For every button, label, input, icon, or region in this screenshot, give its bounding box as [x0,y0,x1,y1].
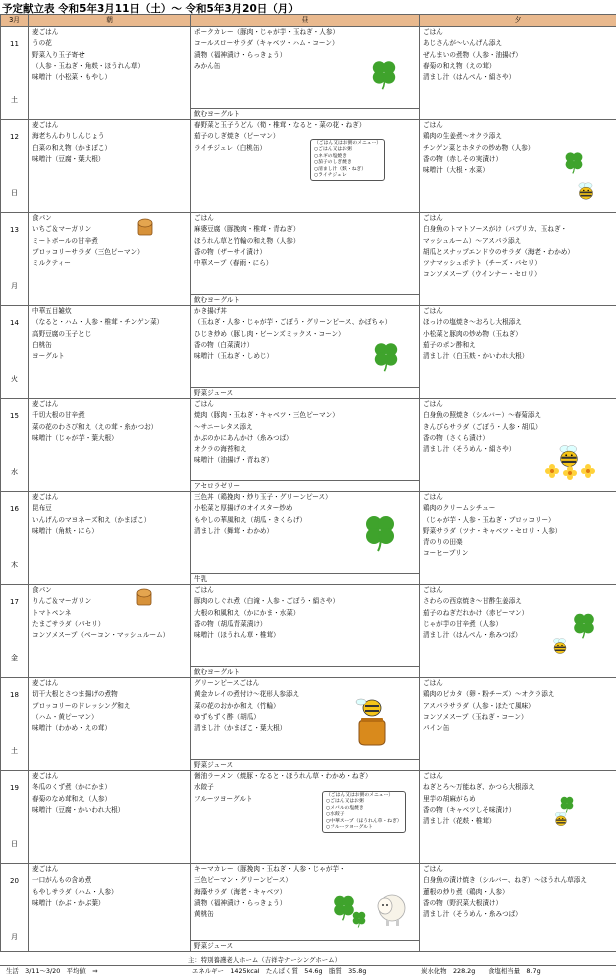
bread-icon [136,588,152,606]
alternate-menu-line: ○ライチジュレ [314,173,347,179]
menu-item: ゆずもずく酢（胡瓜） [194,712,260,721]
dinner-cell [420,213,616,306]
menu-item: 清まし汁（かまぼこ・葉大根） [194,724,287,733]
date-cell [1,120,29,213]
bee-icon [550,636,570,656]
breakfast-cell [29,678,191,771]
menu-item: ごはん [194,586,214,595]
date-cell [1,306,29,399]
day-number: 11 [10,40,19,49]
menu-item: 漬物（福神漬け・らっきょう） [194,50,287,59]
day-number: 19 [10,784,19,793]
clover-icon [368,58,400,90]
menu-item: 切干大根とさつま揚げの煮物 [32,690,118,699]
menu-item: ごはん [194,214,214,223]
menu-item: マッシュルーム）～アスパラ添え [423,236,522,245]
menu-item: 味噌汁（わかめ・えの茸） [32,724,112,733]
menu-item: ほうれん草と竹輪の和え物（人参） [194,236,300,245]
breakfast-content [29,678,190,770]
lunch-extra-item: 野菜ジュース [191,387,419,398]
menu-item: コンソメスープ（ウインナー・セロリ） [423,270,541,279]
menu-item: ねぎとろ～万能ねぎ、かつら大根添え [423,783,535,792]
menu-item: 黄桃缶 [194,910,214,919]
menu-item: かき揚げ丼 [194,307,227,316]
dinner-cell [420,27,616,120]
bread-icon [137,218,153,236]
menu-item: ごはん [423,679,443,688]
menu-item: チンゲン菜とホタテの炒め物（人参） [423,143,535,152]
menu-item: 白身魚のトマトソースがけ（パプリカ、玉ねぎ・ [423,225,568,234]
header-dinner: 夕 [420,15,616,27]
lunch-cell [191,399,420,492]
menu-item: ごはん [423,307,443,316]
flower-icon [581,464,595,478]
menu-item: ごはん [423,121,443,130]
alternate-menu-line: ○ごはん又はお粥 [326,799,364,805]
dinner-cell [420,864,616,952]
menu-table [0,14,616,952]
menu-item: 海藻サラダ（海老・キャベツ） [194,887,287,896]
breakfast-content [29,399,190,491]
sheep-icon [370,888,410,928]
menu-item: 鶏肉の生姜煮～オクラ添え [423,132,502,141]
menu-item: 香の物（キャベツしそ味漬け） [423,805,516,814]
menu-item: 香の物（さくら漬け） [423,433,489,442]
menu-item: 麻婆豆腐（豚挽肉・椎茸・青ねぎ） [194,225,300,234]
menu-item: かぶのかにあんかけ（糸みつば） [194,433,293,442]
menu-item: 味噌汁（じゃが芋・葉大根） [32,433,118,442]
clover-icon [570,611,598,639]
menu-item: 千切大根の甘辛煮 [32,411,85,420]
header-breakfast: 朝 [29,15,191,27]
bee-icon [575,180,597,202]
menu-item: 麦ごはん [32,121,59,130]
menu-item: 豚肉のしぐれ煮（白滝・人参・ごぼう・絹さや） [194,597,340,606]
footer-organization: 主：特別養護老人ホーム（吉祥寺ナーシングホーム） [188,956,341,964]
dinner-content [420,771,616,863]
menu-item: 香の物（白菜漬け） [194,340,254,349]
day-number: 17 [10,598,19,607]
menu-item: 蓮根の炒り煮（鶏肉・人参） [423,887,509,896]
menu-item: 香の物（ザーサイ漬け） [194,247,267,256]
menu-item: ごはん [423,493,443,502]
dinner-cell [420,306,616,399]
lunch-extra-item: 飲むヨーグルト [191,666,419,677]
menu-item: 青のりの田楽 [423,538,463,547]
alternate-menu-box [310,139,385,181]
dinner-content [420,213,616,305]
menu-item: ごはん [423,214,443,223]
footer-nutrition: エネルギー 1425kcal たんぱく質 54.6g 脂質 35.8g [192,967,367,975]
header-lunch: 昼 [191,15,420,27]
menu-item: みかん缶 [194,61,221,70]
footer-nutrition-other: 炭水化物 228.2g 食塩相当量 8.7g [421,967,541,975]
menu-item: ヨーグルト [32,352,65,361]
menu-item: りんご＆マーガリン [32,597,92,606]
menu-item: コーヒープリン [423,549,469,558]
dinner-content [420,678,616,770]
breakfast-cell [29,306,191,399]
menu-item: ごはん [423,400,443,409]
menu-item: 食パン [32,214,52,223]
breakfast-content [29,213,190,305]
menu-item: あじさんが～いんげん添え [423,39,503,48]
lunch-extra-item: 牛乳 [191,573,419,584]
menu-item: 高野豆腐の玉子とじ [32,329,92,338]
lunch-content [191,399,419,491]
menu-item: 水餃子 [194,783,214,792]
alternate-menu-line: ○ネギの塩焼き [314,153,347,159]
menu-item: トマトペンネ [32,608,72,617]
menu-item: 野菜サラダ（ツナ・キャベツ・セロリ・人参） [423,526,562,535]
day-weekday: 日 [11,840,18,849]
menu-item: パイン缶 [423,724,450,733]
menu-item: 大根の和風和え（かにかま・水菜） [194,608,300,617]
menu-item: じゃが芋の甘辛煮（人参） [423,619,503,628]
lunch-extra-item: 野菜ジュース [191,940,419,951]
alternate-menu-line: ○フルーツヨーグルト [326,825,373,831]
day-number: 18 [10,691,19,700]
menu-item: 麦ごはん [32,400,59,409]
footer [0,955,616,976]
menu-item: 麦ごはん [32,865,59,874]
menu-item: 野菜入り玉子寄せ [32,50,85,59]
menu-item: うの花 [32,39,52,48]
menu-item: 焼肉（豚肉・玉ねぎ・キャベツ・三色ピーマン） [194,411,339,420]
menu-item: ポークカレー（豚肉・じゃが芋・玉ねぎ・人参） [194,28,340,37]
alternate-menu-line: ○ごはん又はお粥 [314,147,352,153]
menu-item: 食パン [32,586,52,595]
day-row [1,306,616,399]
breakfast-cell [29,120,191,213]
date-cell [1,678,29,771]
breakfast-content [29,585,190,677]
lunch-cell [191,213,420,306]
menu-item: 清まし汁（花麸・椎茸） [423,817,496,826]
menu-item: ブロッコリーサラダ（三色ピーマン） [32,247,144,256]
date-cell [1,213,29,306]
menu-item: 味噌汁（玉ねぎ・しめじ） [194,352,274,361]
lunch-cell [191,585,420,678]
header-month: 3月 [1,15,29,27]
day-weekday: 水 [11,468,18,477]
menu-item: いんげんのマヨネーズ和え（かまぼこ） [32,515,151,524]
menu-item: 麦ごはん [32,772,59,781]
menu-item: ごはん [423,865,443,874]
menu-item: ツナマッシュポテト（チーズ・パセリ） [423,259,541,268]
lunch-extra-item: 飲むヨーグルト [191,108,419,119]
menu-item: 白菜の和え物（かまぼこ） [32,143,112,152]
menu-item: 茄子のポン酢和え [423,340,476,349]
menu-item: 醤油ラーメン（焼豚・なると・ほうれん草・わかめ・ねぎ） [194,772,372,781]
menu-item: グリーンピースごはん [194,679,260,688]
lunch-extra-item: アセロラゼリー [191,480,419,491]
breakfast-content [29,492,190,584]
breakfast-cell [29,492,191,585]
clover-icon [360,512,400,552]
menu-item: 菜の花のわさび和え（えの茸・糸かつお） [32,422,158,431]
menu-item: いちご＆マーガリン [32,225,92,234]
menu-item: 三色丼（鶏挽肉・炒り玉子・グリーンピース） [194,493,332,502]
day-weekday: 火 [11,375,18,384]
menu-item: 清まし汁（そうめん・絹さや） [423,445,516,454]
day-number: 14 [10,319,19,328]
day-weekday: 金 [11,654,18,663]
menu-item: 里芋の胡麻がらめ [423,794,476,803]
breakfast-content [29,120,190,212]
day-row [1,120,616,213]
day-row [1,585,616,678]
menu-item: フルーツヨーグルト [194,794,253,803]
day-row [1,27,616,120]
day-row [1,771,616,864]
clover-icon [558,795,576,813]
day-row [1,399,616,492]
alternate-menu-line: ○清まし汁（麩・ねぎ） [314,166,367,172]
menu-item: たまごサラダ（パセリ） [32,619,105,628]
day-row [1,864,616,952]
lunch-content [191,213,419,305]
menu-item: 昆布豆 [32,504,52,513]
menu-item: 海老ちんわりしんじょう [32,132,105,141]
menu-item: 味噌汁（角麸・にら） [32,526,98,535]
day-row [1,678,616,771]
menu-item: 麦ごはん [32,493,59,502]
menu-item: ごはん [194,400,214,409]
breakfast-cell [29,864,191,952]
menu-item: きんぴらサラダ（ごぼう・人参・胡瓜） [423,422,542,431]
dinner-content [420,492,616,584]
menu-item: 胡瓜とスナップエンドウのサラダ（海老・わかめ） [423,247,574,256]
menu-item: 春野菜と玉子うどん（筍・椎茸・なると・菜の花・ねぎ） [194,121,366,130]
day-number: 16 [10,505,19,514]
menu-item: 味噌汁（豆腐・かいわれ大根） [32,805,125,814]
menu-item: 香の物（野沢菜大根漬け） [423,898,503,907]
breakfast-cell [29,27,191,120]
day-number: 12 [10,133,19,142]
menu-item: ごはん [423,586,443,595]
lunch-extra-item: 野菜ジュース [191,759,419,770]
menu-item: （人参・玉ねぎ・角麸・ほうれん草） [32,61,145,70]
menu-item: 味噌汁（かぶ・かぶ葉） [32,898,105,907]
breakfast-content [29,27,190,119]
date-cell [1,771,29,864]
menu-item: ひじき炒め（豚し肉・ビーンズミックス・コーン） [194,329,345,338]
day-number: 15 [10,412,19,421]
menu-item: 小松菜と豚肉の炒め物（玉ねぎ） [423,329,522,338]
date-cell [1,864,29,952]
breakfast-content [29,864,190,951]
menu-item: ライチジュレ（白桃缶） [194,143,267,152]
flower-icon [563,466,577,480]
flower-icon [545,464,559,478]
menu-item: 味噌汁（小松菜・もやし） [32,73,112,82]
menu-item: コンソメスープ（玉ねぎ・コーン） [423,712,528,721]
day-row [1,213,616,306]
menu-item: （じゃが芋・人参・玉ねぎ・ブロッコリー） [423,515,555,524]
day-weekday: 土 [11,747,18,756]
menu-item: コールスローサラダ（キャベツ・ハム・コーン） [194,39,339,48]
alternate-menu-line: （ごはん又はお粥のメニュー） [314,141,382,146]
menu-item: 清まし汁（はんぺん・糸みつば） [423,631,522,640]
dinner-content [420,27,616,119]
breakfast-cell [29,399,191,492]
day-weekday: 月 [11,282,18,291]
page-title: 予定献立表 令和5年3月11日（土）～ 令和5年3月20日（月） [2,3,299,15]
menu-item: ほっけの塩焼き～おろし大根添え [423,318,522,327]
menu-item: 菜の花のおかか和え（竹輪） [194,701,280,710]
day-weekday: 土 [11,96,18,105]
menu-item: 黄金カレイの煮付け～花形人参添え [194,690,300,699]
day-number: 13 [10,226,19,235]
menu-item: ブロッコリーのドレッシング和え [32,701,131,710]
menu-item: 清まし汁（白玉麸・かいわれ大根） [423,352,529,361]
menu-item: 味噌汁（ほうれん草・椎茸） [194,631,280,640]
menu-item: 清まし汁（はんぺん・絹さや） [423,73,516,82]
menu-item: 茄子のしぎ焼き（ピーマン） [194,132,280,141]
menu-item: 一口がんもの含め煮 [32,876,92,885]
menu-item: 味噌汁（豆腐・葉大根） [32,154,105,163]
alternate-menu-line: （ごはん又はお粥のメニュー） [326,793,394,798]
menu-item: 茄子のねぎだれかけ（赤ピーマン） [423,608,529,617]
menu-item: コンソメスープ（ベーコン・マッシュルーム） [32,631,170,640]
clover-icon [562,150,586,174]
date-cell [1,492,29,585]
date-cell [1,585,29,678]
alternate-menu-box [322,791,406,833]
date-cell [1,27,29,120]
menu-item: 清まし汁（舞茸・わかめ） [194,526,274,535]
menu-item: 麦ごはん [32,679,59,688]
menu-item: 白身魚の漬け焼き（シルバー、ねぎ）～ほうれん草添え [423,876,587,885]
menu-item: ぜんまいの煮物（人参・油揚げ） [423,50,522,59]
menu-item: 味噌汁（大根・水菜） [423,166,489,175]
dinner-cell [420,492,616,585]
menu-item: 春菊のなめ茸和え（人参） [32,794,112,803]
menu-item: 中華五目雑炊 [32,307,72,316]
menu-item: 小松菜と厚揚げのオイスター炒め [194,504,293,513]
menu-item: もやしサラダ（ハム・人参） [32,887,118,896]
menu-item: オクラの海苔和え [194,445,247,454]
alternate-menu-line: ○茄子のしぎ焼き [314,160,352,166]
menu-item: ごはん [423,28,443,37]
menu-item: （玉ねぎ・人参・じゃが芋・ごぼう・グリーンピース、かぼちゃ） [194,318,392,327]
menu-item: 白身魚の照焼き（シルバー）～春菊添え [423,411,542,420]
dinner-content [420,306,616,398]
menu-item: もやしの華風和え（胡瓜・きくらげ） [194,515,307,524]
menu-item: 香の物（胡瓜青菜漬け） [194,619,267,628]
menu-item: 白桃缶 [32,340,52,349]
breakfast-cell [29,585,191,678]
breakfast-cell [29,771,191,864]
dinner-content [420,864,616,951]
alternate-menu-line: ○メバルの塩焼き [326,805,364,811]
breakfast-content [29,771,190,863]
day-row [1,492,616,585]
clover-icon [350,910,368,928]
menu-item: アスパラサラダ（人参・ほたて風味） [423,701,535,710]
menu-item: 味噌汁（油揚げ・青ねぎ） [194,456,274,465]
menu-item: 清まし汁（そうめん・糸みつば） [423,910,522,919]
dinner-cell [420,771,616,864]
menu-item: ～サニーレタス添え [194,422,253,431]
menu-item: 鶏肉のピカタ（卵・粉チーズ）～オクラ添え [423,690,555,699]
lunch-cell [191,120,420,213]
honey-pot-icon [355,696,389,746]
menu-item: 香の物（赤しその実漬け） [423,154,503,163]
menu-item: （なると・ハム・人参・椎茸・チンゲン菜） [32,318,164,327]
day-weekday: 日 [11,189,18,198]
menu-item: （ハム・黄ピーマン） [32,712,98,721]
day-weekday: 木 [11,561,18,570]
day-number: 20 [10,877,19,886]
menu-item: ごはん [423,772,443,781]
day-weekday: 月 [11,933,18,942]
menu-item: 冬瓜のくず煮（かにかま） [32,783,112,792]
menu-item: 三色ピーマン・グリーンピース） [194,876,292,885]
menu-item: 麦ごはん [32,28,59,37]
menu-item: 春菊の和え物（えの茸） [423,61,496,70]
menu-item: 鶏肉のクリームシチュー [423,504,496,513]
alternate-menu-line: ○中華スープ（ほうれん草・ねぎ） [326,818,402,824]
menu-item: 漬物（福神漬け・らっきょう） [194,898,287,907]
menu-item: ミートボールの甘辛煮 [32,236,98,245]
breakfast-content [29,306,190,398]
breakfast-cell [29,213,191,306]
footer-period: 生活 3/11～3/20 平均値 ⇒ [6,967,98,975]
lunch-content [191,585,419,677]
menu-item: さわらの西京焼き～甘酢生姜添え [423,597,522,606]
dinner-cell [420,678,616,771]
clover-icon [370,340,402,372]
date-cell [1,399,29,492]
lunch-extra-item: 飲むヨーグルト [191,294,419,305]
menu-item: 中華スープ（春雨・にら） [194,259,273,268]
alternate-menu-line: ○水餃子 [326,812,345,818]
menu-item: ミルクティー [32,259,71,268]
menu-item: キーマカレー（豚挽肉・玉ねぎ・人参・じゃが芋・ [194,865,346,874]
